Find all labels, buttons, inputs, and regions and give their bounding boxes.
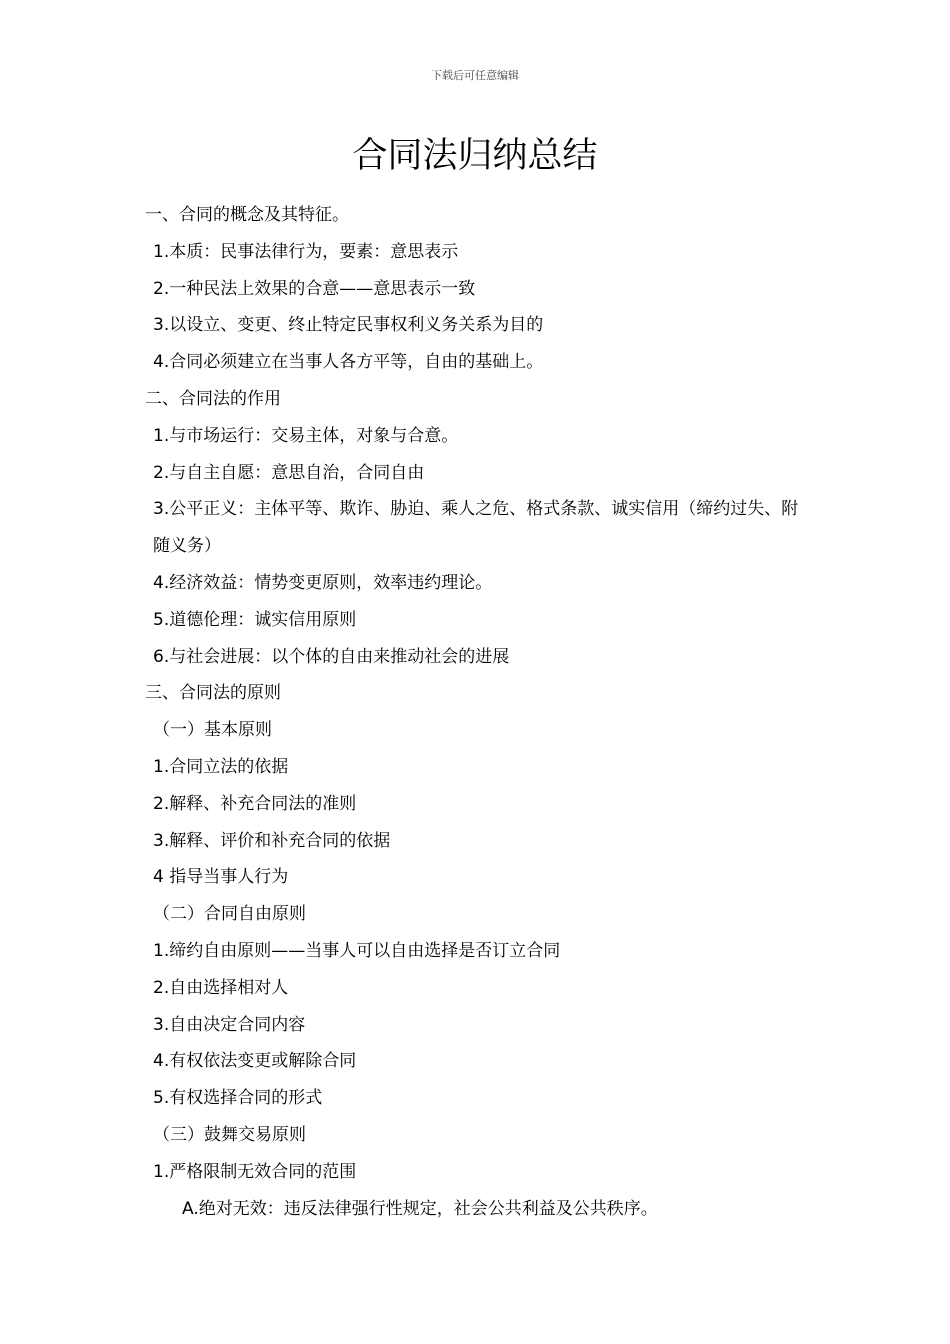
section-heading: 一、合同的概念及其特征。 <box>145 205 349 225</box>
body-line: （二）合同自由原则 <box>153 904 306 925</box>
body-line: 2.解释、补充合同法的准则 <box>153 793 357 814</box>
body-line: A.绝对无效：违反法律强行性规定，社会公共利益及公共秩序。 <box>182 1198 658 1219</box>
body-line: 3.公平正义：主体平等、欺诈、胁迫、乘人之危、格式条款、诚实信用（缔约过失、附随义务） <box>153 499 799 557</box>
body-line: 3.自由决定合同内容 <box>153 1014 306 1035</box>
body-line: 6.与社会进展：以个体的自由来推动社会的进展 <box>153 646 510 667</box>
body-line: 3.以设立、变更、终止特定民事权利义务关系为目的 <box>153 315 544 336</box>
body-line: 2.一种民法上效果的合意——意思表示一致 <box>153 278 476 299</box>
body-line: 4 指导当事人行为 <box>153 867 289 888</box>
body-line: （三）鼓舞交易原则 <box>153 1124 306 1145</box>
body-line: 1.与市场运行：交易主体，对象与合意。 <box>153 425 459 446</box>
body-line: 4.合同必须建立在当事人各方平等，自由的基础上。 <box>153 352 544 373</box>
body-line: 1.本质：民事法律行为，要素：意思表示 <box>153 241 459 262</box>
header-note: 下载后可任意编辑 <box>431 69 519 82</box>
body-line: 2.自由选择相对人 <box>153 977 289 998</box>
body-line: 1.合同立法的依据 <box>153 756 289 777</box>
body-line: 4.经济效益：情势变更原则，效率违约理论。 <box>153 572 493 593</box>
body-line: 4.有权依法变更或解除合同 <box>153 1051 357 1072</box>
document-title: 合同法归纳总结 <box>352 136 598 176</box>
body-line: 5.道德伦理：诚实信用原则 <box>153 609 357 630</box>
body-line: 3.解释、评价和补充合同的依据 <box>153 830 391 851</box>
body-line: 1.严格限制无效合同的范围 <box>153 1161 357 1182</box>
body-line: 1.缔约自由原则——当事人可以自由选择是否订立合同 <box>153 940 561 961</box>
document-body <box>145 197 810 1227</box>
section-heading: 二、合同法的作用 <box>145 388 281 409</box>
body-line: 5.有权选择合同的形式 <box>153 1088 323 1109</box>
section-heading: 三、合同法的原则 <box>145 683 281 704</box>
body-line: 2.与自主自愿：意思自治，合同自由 <box>153 462 425 483</box>
body-line: （一）基本原则 <box>153 720 272 741</box>
